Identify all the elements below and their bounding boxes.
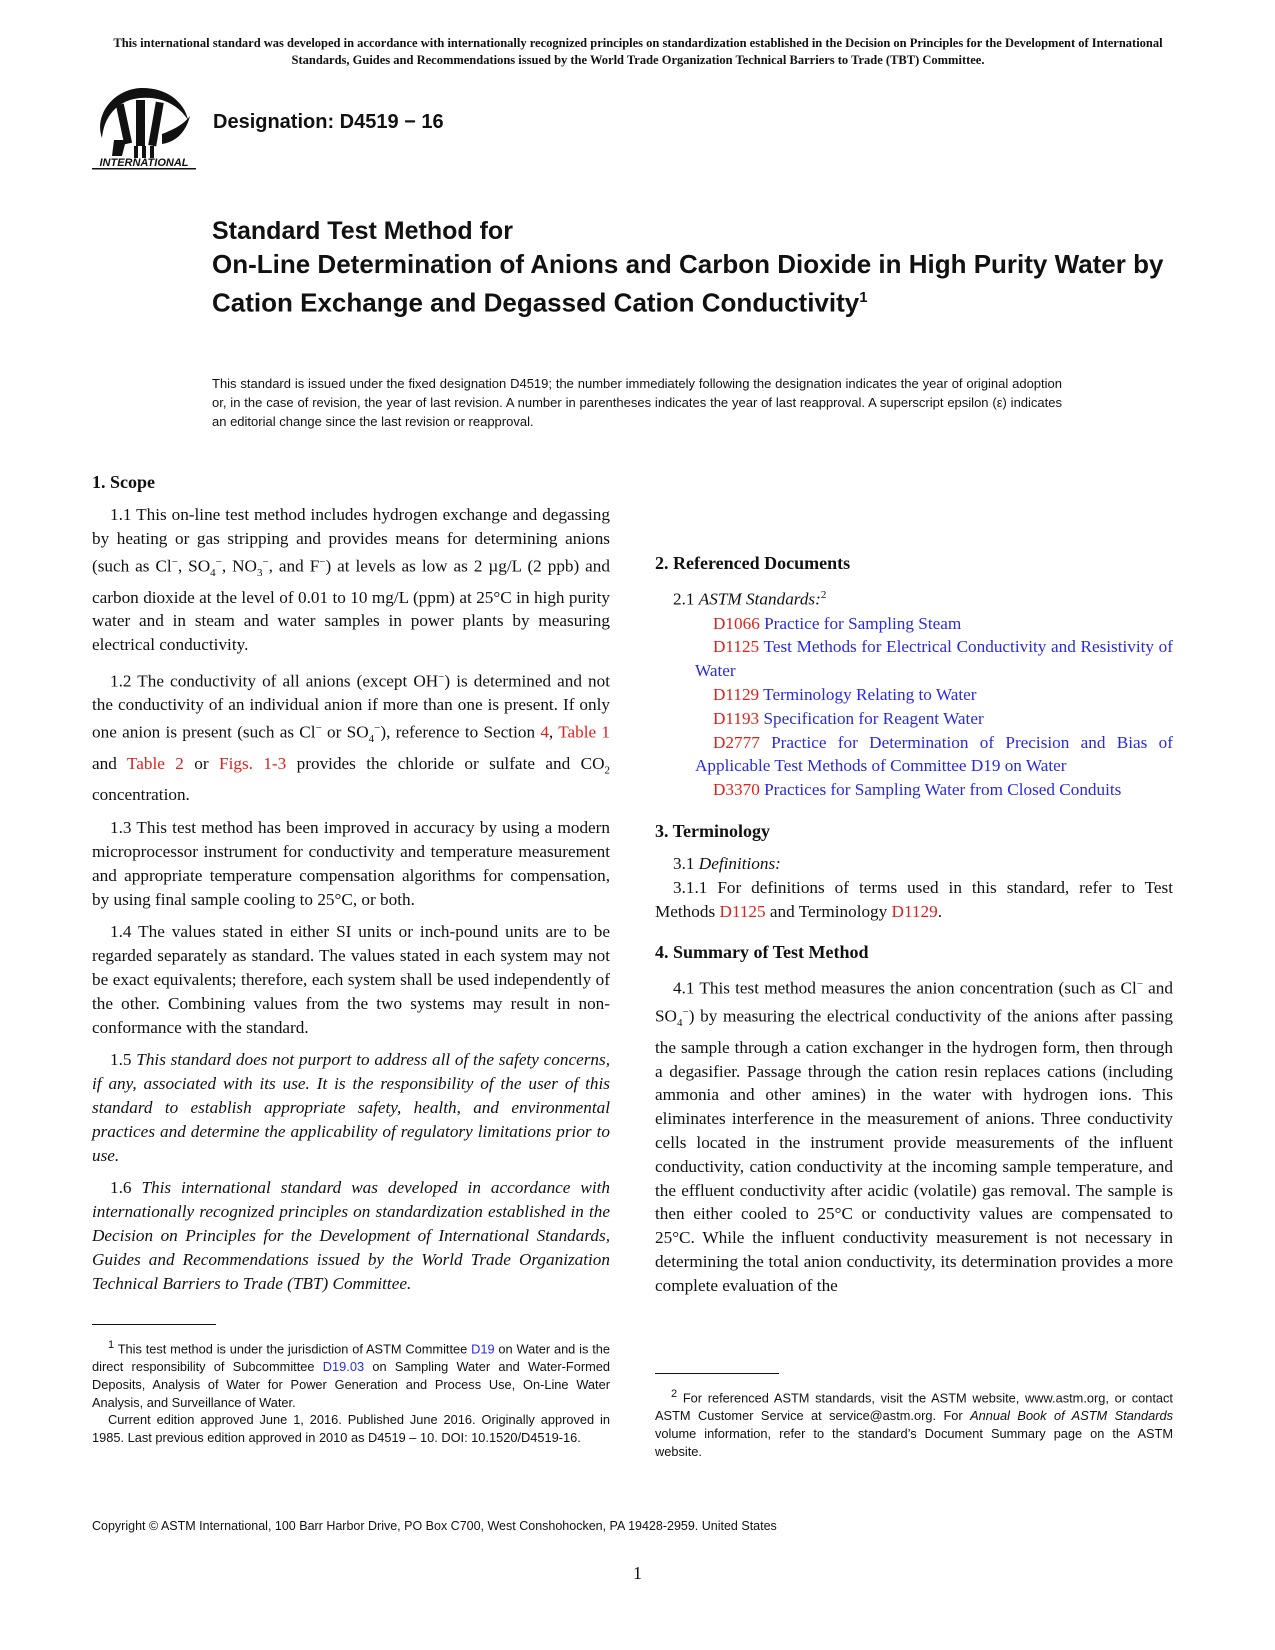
footnote-1-edition: Current edition approved June 1, 2016. Published June 2016. Originally approved in 1985. Last previous edition approved in 2010 as D4519 – 10. DOI: 10.1520/D4519-16. — [92, 1412, 610, 1446]
para-3-1: 3.1 Definitions: — [673, 853, 781, 873]
para-1-1: 1.1 This on-line test method includes hydrogen exchange and degassing by heating or gas stripping and provides means for determining anions (such as Cl−, $SO_4^-$, $NO_3^-$, and F−) at levels as low as 2 µg/L (2 ppb) and carbon dioxide at the level of 0.01 to 10 mg/L (ppm) at 25°C in high purity water and in steam and water samples in power plants by measuring electrical conductivity. — [92, 505, 610, 655]
link-figs-1-3[interactable]: Figs. 1-3 — [219, 754, 287, 774]
link-d1129[interactable]: D1129 — [891, 901, 938, 921]
section-heading-terminology: 3. Terminology — [655, 820, 771, 841]
document-title — [212, 215, 1172, 320]
para-3-1-1: 3.1.1 For definitions of terms used in this standard, refer to Test Methods D1125 and Terminology D1129. — [655, 877, 1173, 921]
link-table-1[interactable]: Table 1 — [558, 723, 610, 743]
footnote-2-text: $^2$ For referenced ASTM standards, visit the ASTM website, www.astm.org, or contact ASTM Customer Service at service@astm.org. For Annual Book of ASTM Standards volume information, refer to the standard’s Document Summary page on the ASTM website. — [655, 1388, 1173, 1459]
para-1-5: 1.5 This standard does not purport to address all of the safety concerns, if any, associated with its use. It is the responsibility of the user of this standard to establish appropriate safety, health, and environmental practices and determine the applicability of regulatory limitations prior to use. — [92, 1050, 611, 1165]
link-section-4[interactable]: 4 — [540, 723, 549, 743]
link-d19[interactable]: D19 — [471, 1341, 495, 1357]
para-1-6: 1.6 This international standard was developed in accordance with internationally recognized principles on standardization established in the Decision on Principles for the Development of International Standards, Guides and Recommendations issued by the World Trade Organization Technical Barriers to Trade (TBT) Committee. — [92, 1178, 610, 1293]
footnote-1 — [92, 1337, 610, 1447]
reference-item[interactable]: D1193 Specification for Reagent Water — [713, 708, 984, 728]
link-d1125[interactable]: D1125 — [719, 901, 766, 921]
footnote-rule-right — [655, 1373, 779, 1374]
footnote-rule-left — [92, 1324, 216, 1325]
issuance-note: This standard is issued under the fixed designation D4519; the number immediately following the designation indicates the year of original adoption or, in the case of revision, the year of last revision. A number in parentheses indicates the year of last reapproval. A superscript epsilon (ε) indicates an editorial change since the last revision or reapproval. — [212, 376, 1062, 429]
para-1-4: 1.4 The values stated in either SI units or inch-pound units are to be regarded separately as standard. The values stated in each system may not be exact equivalents; therefore, each system shall be used independently of the other. Combining values from the two systems may result in non-conformance with the standard. — [92, 922, 610, 1037]
section-heading-referenced: 2. Referenced Documents — [655, 553, 851, 573]
left-column — [92, 470, 610, 1295]
para-1-2: 1.2 The conductivity of all anions (except OH−) is determined and not the conductivity of an individual anion if more than one is present. If only one anion is present (such as Cl− or $SO_4^-$), reference to Section 4, Table 1 and Table 2 or Figs. 1-3 provides the chloride or sulfate and $CO_2$ concentration. — [92, 670, 610, 805]
footnote-1-text: $^1$ This test method is under the jurisdiction of ASTM Committee D19 on Water and is the direct responsibility of Subcommittee D19.03 on Sampling Water and Water-Formed Deposits, Analysis of Water for Power Generation and Process Use, On-Line Water Analysis, and Surveillance of Water. — [92, 1339, 610, 1410]
reference-list — [655, 612, 1173, 802]
para-4-1: 4.1 This test method measures the anion concentration (such as Cl− and $SO_4^-$) by measuring the electrical conductivity of the anions after passing the sample through a cation exchanger in the hydrogen form, then through a degasifier. Passage through the cation resin replaces cations (including ammonia and other amines) in the water with hydrogen ions. This eliminates interference in the measurement of anions. Three conductivity cells located in the instrument provide measurements of the influent conductivity, cation conductivity at the incoming sample temperature, and the effluent conductivity after acidic (volatile) gas removal. The sample is then either cooled to 25°C or conductivity values are compensated to 25°C. While the influent conductivity measurement is not necessary in determining the total anion conductivity, its determination provides a more complete evaluation of the — [655, 978, 1173, 1295]
link-table-2[interactable]: Table 2 — [126, 754, 184, 774]
designation: Designation: D4519 − 16 — [213, 111, 444, 133]
section-heading-summary: 4. Summary of Test Method — [655, 942, 869, 963]
reference-item[interactable]: D1066 Practice for Sampling Steam — [713, 613, 962, 633]
logo-text: INTERNATIONAL — [99, 157, 189, 169]
tbt-notice: This international standard was developed in accordance with internationally recognized principles on standardization established in the Decision on Principles for the Development of International Standards, Guides and Recommendations issued by the World Trade Organization Technical Barriers to Trade (TBT) Committee. — [113, 36, 1163, 67]
copyright: Copyright © ASTM International, 100 Barr Harbor Drive, PO Box C700, West Conshohocken, PA 19428-2959. United States — [92, 1519, 777, 1533]
right-column — [655, 456, 1173, 1298]
section-heading-scope: 1. Scope — [92, 472, 155, 492]
link-d19-03[interactable]: D19.03 — [322, 1359, 365, 1375]
reference-item[interactable]: D2777 Practice for Determination of Precision and Bias of Applicable Test Methods of Committee D19 on Water — [695, 732, 1174, 776]
title-line-2: On-Line Determination of Anions and Carbon Dioxide in High Purity Water by Cation Exchange and Degassed Cation Conductivity$^1$ — [212, 249, 1164, 318]
footnote-2 — [655, 1386, 1173, 1460]
title-line-1: Standard Test Method for — [212, 217, 513, 245]
reference-item[interactable]: D1129 Terminology Relating to Water — [713, 684, 977, 704]
reference-item[interactable]: D1125 Test Methods for Electrical Conductivity and Resistivity of Water — [695, 637, 1173, 681]
para-1-3: 1.3 This test method has been improved in accuracy by using a modern microprocessor instrument for conductivity and temperature measurement and appropriate temperature compensation algorithms for compensation, by using final sample cooling to 25°C, or both. — [92, 818, 610, 909]
para-2-1: 2.1 ASTM Standards:$^2$ — [673, 589, 827, 609]
page-number: 1 — [633, 1563, 642, 1583]
reference-item[interactable]: D3370 Practices for Sampling Water from Closed Conduits — [713, 780, 1122, 800]
astm-logo-icon — [92, 86, 196, 178]
